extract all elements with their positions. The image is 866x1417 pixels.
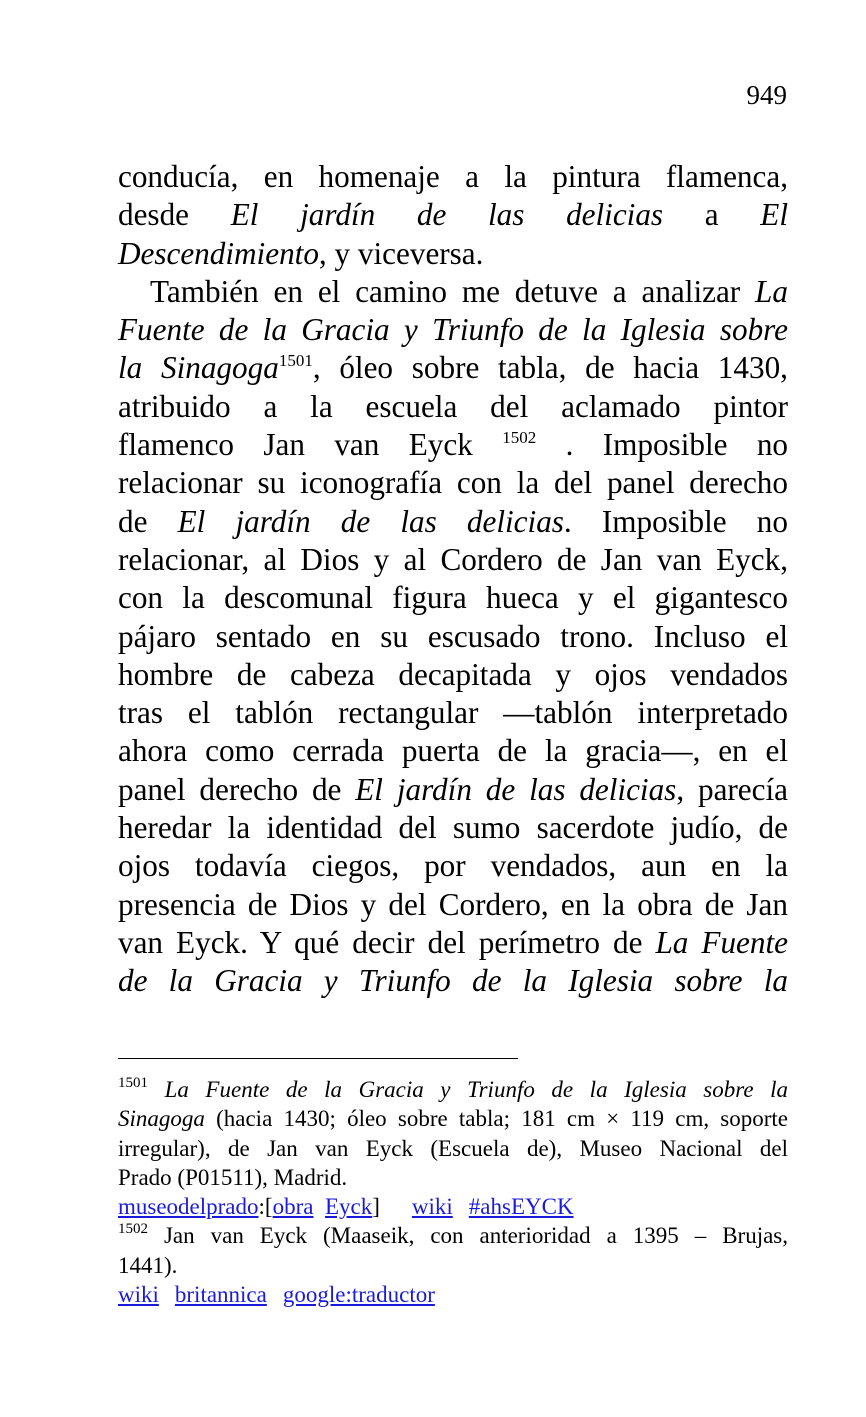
footnote-ref-1501: 1501 — [278, 351, 313, 371]
text-line: hombre de cabeza decapitada y ojos vendados — [118, 656, 788, 692]
text-line: pájaro sentado en su escusado trono. Incluso el — [118, 618, 788, 654]
footnote-mark-1502: 1502 — [118, 1221, 148, 1238]
footnote-divider — [118, 1058, 518, 1059]
footnote-line: Sinagoga (hacia 1430; óleo sobre tabla; 181 cm × 119 cm, soporte — [118, 1106, 789, 1132]
text-line: ojos todavía ciegos, por vendados, aun en la — [118, 848, 788, 884]
text-line: de El jardín de las delicias. Imposible no — [118, 503, 788, 539]
text-line: panel derecho de El jardín de las delicias, parecía — [118, 771, 788, 807]
footnote-ref-1502: 1502 — [502, 428, 537, 448]
footnotes — [118, 1075, 788, 1309]
text-line: presencia de Dios y del Cordero, en la obra de Jan — [118, 886, 788, 922]
britannica-link[interactable]: britannica — [174, 1282, 267, 1308]
wiki-link[interactable]: wiki — [118, 1282, 159, 1308]
footnote-mark-1501: 1501 — [118, 1075, 148, 1091]
obra-link[interactable]: obra — [272, 1194, 314, 1220]
eyck-link[interactable]: Eyck — [324, 1194, 373, 1220]
text-line: van Eyck. Y qué decir del perímetro de La Fuente — [118, 924, 789, 960]
footnote-line: Prado (P01511), Madrid. — [118, 1164, 348, 1190]
text-line: desde El jardín de las delicias a El — [118, 197, 789, 233]
footnote-line: 1441). — [118, 1252, 178, 1278]
main-text — [118, 158, 788, 1001]
text-line: Fuente de la Gracia y Triunfo de la Iglesia sobre — [118, 312, 788, 348]
footnote-links-1501: museodelprado:[obra Eyck] wiki #ahsEYCK — [118, 1194, 574, 1220]
text-line: con la descomunal figura hueca y el gigantesco — [118, 580, 788, 616]
text-line: atribuido a la escuela del aclamado pintor — [118, 388, 788, 424]
text-line: También en el camino me detuve a analizar La — [150, 273, 788, 309]
google-translate-link[interactable]: google:traductor — [282, 1282, 435, 1308]
page-number: 949 — [746, 80, 787, 110]
text-line: relacionar su iconografía con la del panel derecho — [118, 465, 788, 501]
text-line: Descendimiento, y viceversa. — [118, 235, 484, 271]
text-line: relacionar, al Dios y al Cordero de Jan van Eyck, — [118, 541, 788, 577]
text-line: la Sinagoga$^{1501}$, óleo sobre tabla, de hacia 1430, — [118, 350, 788, 386]
text-line: tras el tablón rectangular —tablón interpretado — [118, 695, 788, 731]
text-line: flamenco Jan van Eyck $^{1502}$ . Imposible no — [118, 427, 789, 463]
text-line: ahora como cerrada puerta de la gracia—, en el — [118, 733, 788, 769]
museodelprado-link[interactable]: museodelprado — [118, 1194, 259, 1220]
footnote-line: $^{1501}$ La Fuente de la Gracia y Triunfo de la Iglesia sobre la — [118, 1075, 789, 1102]
text-line: heredar la identidad del sumo sacerdote judío, de — [118, 810, 788, 846]
text-line: de la Gracia y Triunfo de la Iglesia sobre la — [118, 963, 788, 999]
footnote-line: $^{1502}$ Jan van Eyck (Maaseik, con anterioridad a 1395 – Brujas, — [118, 1221, 788, 1249]
text-line: conducía, en homenaje a la pintura flamenca, — [118, 159, 788, 194]
footnote-links-1502 — [118, 1280, 788, 1309]
hashtag-link[interactable]: #ahsEYCK — [468, 1194, 574, 1220]
wiki-link[interactable]: wiki — [411, 1194, 453, 1220]
footnote-line: irregular), de Jan van Eyck (Escuela de), Museo Nacional del — [118, 1135, 788, 1161]
